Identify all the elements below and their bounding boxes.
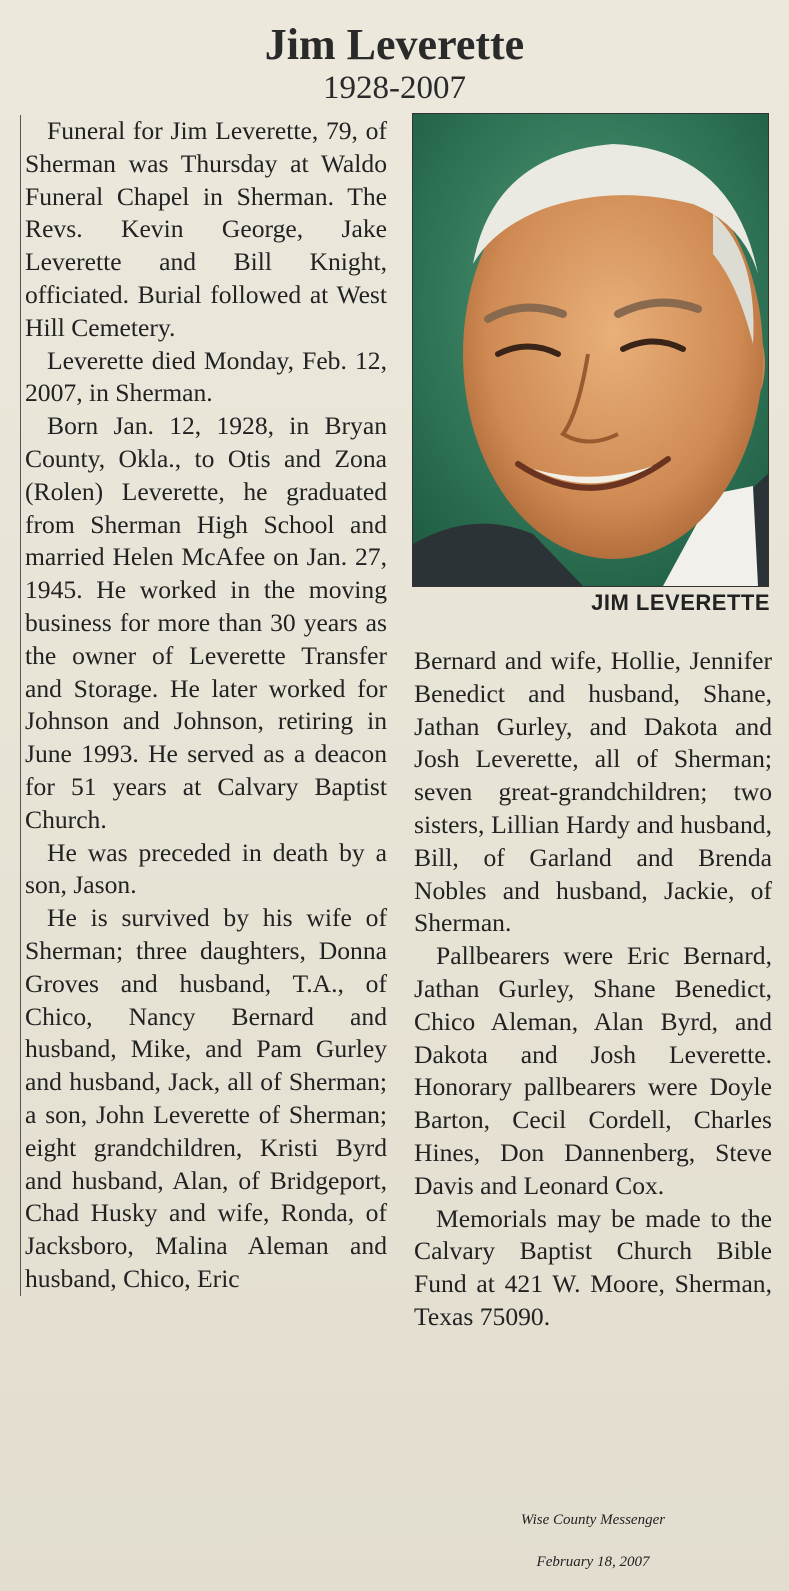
- photo-caption: JIM LEVERETTE: [591, 590, 770, 615]
- obituary-title: Jim Leverette: [264, 20, 525, 69]
- source-publication: Wise County Messenger: [520, 1512, 666, 1528]
- paragraph-pallbearers: Pallbearers were Eric Bernard, Jathan Gurley, Shane Benedict, Chico Aleman, Alan Byrd, and Dakota and Josh Leverette. Honorary pallbearers were Doyle Barton, Cecil Cordell, Charles Hines, Don Dannenberg, Steve Davis and Leonard Cox.: [414, 941, 772, 1200]
- paragraph-survivors: He is survived by his wife of Sherman; three daughters, Donna Groves and husband, T.A., of Chico, Nancy Bernard and husband, Mike, and Pam Gurley and husband, Jack, all of Sherman; a son, John Leverette of Sherman; eight grandchildren, Kristi Byrd and husband, Alan, of Bridgeport, Chad Husky and wife, Ronda, of Jacksboro, Malina Aleman and husband, Chico, Eric: [25, 903, 387, 1293]
- portrait-illustration: [413, 114, 768, 586]
- paragraph-biography: Born Jan. 12, 1928, in Bryan County, Okla., to Otis and Zona (Rolen) Leverette, he graduated from Sherman High School and married Helen McAfee on Jan. 27, 1945. He worked in the moving business for more than 30 years as the owner of Leverette Transfer and Storage. He later worked for Johnson and Johnson, retiring in June 1993. He served as a deacon for 51 years at Calvary Baptist Church.: [25, 411, 387, 834]
- life-years: 1928-2007: [323, 70, 466, 106]
- paragraph-preceded: He was preceded in death by a son, Jason.: [25, 837, 387, 900]
- left-column: [20, 115, 387, 1296]
- paragraph-death: Leverette died Monday, Feb. 12, 2007, in Sherman.: [25, 345, 387, 408]
- portrait-photo: [412, 113, 769, 587]
- right-column: [414, 645, 772, 1334]
- paragraph-survivors-continued: Bernard and wife, Hollie, Jennifer Benedict and husband, Shane, Jathan Gurley, and Dakota and Josh Leverette, all of Sherman; seven great-grandchildren; two sisters, Lillian Hardy and husband, Bill, of Garland and Brenda Nobles and husband, Jackie, of Sherman.: [414, 646, 772, 938]
- obituary-header: [0, 20, 789, 106]
- paragraph-memorials: Memorials may be made to the Calvary Baptist Church Bible Fund at 421 W. Moore, Sherman, Texas 75090.: [414, 1203, 772, 1331]
- source-date: February 18, 2007: [536, 1554, 650, 1570]
- paragraph-funeral: Funeral for Jim Leverette, 79, of Sherman was Thursday at Waldo Funeral Chapel in Sherman. The Revs. Kevin George, Jake Leverette and Bill Knight, officiated. Burial followed at West Hill Cemetery.: [25, 116, 387, 342]
